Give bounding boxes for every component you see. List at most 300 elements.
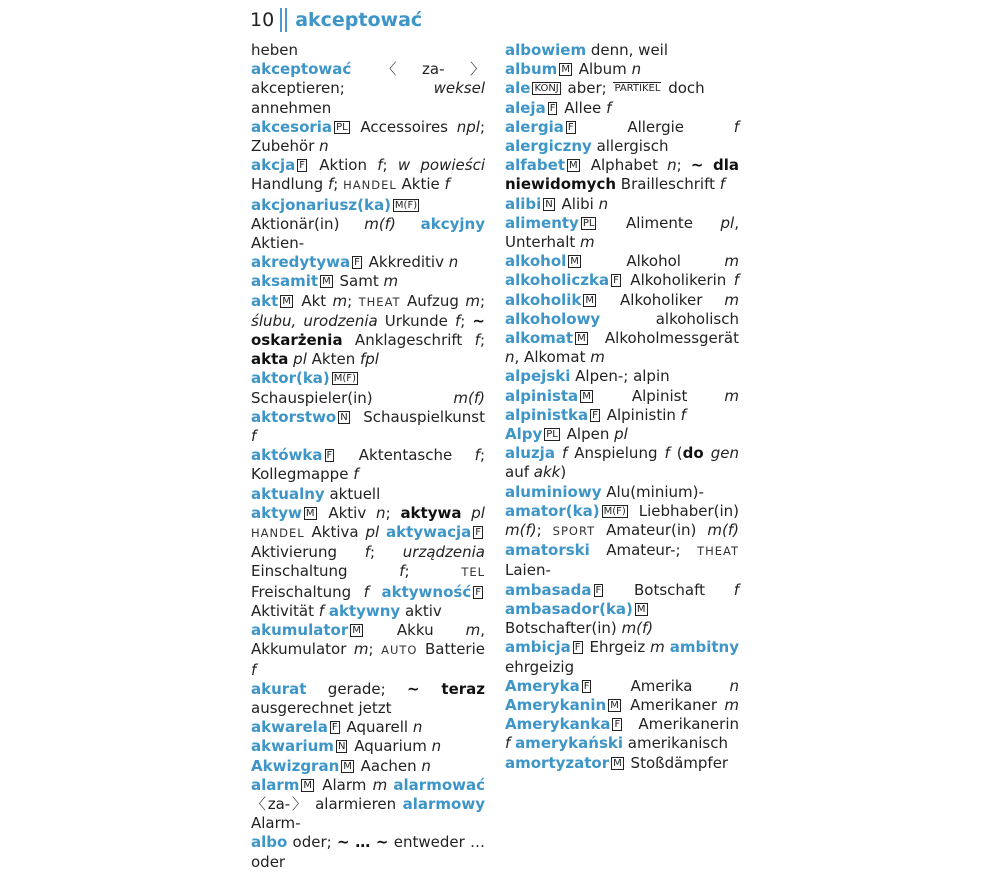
gender-label: M (610, 699, 619, 711)
translation-text (369, 583, 382, 601)
translation-text: ( (669, 444, 683, 463)
headword: ambitny (669, 638, 739, 657)
translation-text: Aktie (396, 175, 445, 194)
translation-text: Album (573, 60, 632, 79)
translation-text (555, 444, 562, 462)
grammar-abbrev: n (431, 737, 442, 756)
headword: album (505, 60, 558, 79)
headword: aleja (505, 98, 546, 117)
translation-text: 〈za-〉 alarmieren (251, 794, 403, 813)
headword: aktyw (251, 503, 302, 522)
grammar-abbrev: f (733, 117, 739, 136)
grammar-abbrev: pl (720, 213, 735, 232)
translation-text: Alu(minium)- (601, 482, 704, 501)
gender-label: M (352, 625, 361, 637)
gender-label: M(F) (333, 373, 356, 385)
translation-text: Alpen (561, 425, 615, 444)
dictionary-entry (505, 156, 739, 194)
headword: ale (505, 79, 531, 98)
headword: akwarela (251, 718, 328, 737)
headword: alkoholiczka (505, 271, 610, 290)
gender-label: F (583, 680, 590, 692)
translation-text: alkoholisch (600, 309, 739, 328)
translation-text: Brailleschrift (616, 175, 720, 194)
gender-label: F (595, 584, 602, 596)
translation-text: Akt (294, 291, 333, 310)
headword: Amerykanin (505, 695, 607, 714)
translation-text (704, 444, 711, 462)
translation-text: amerikanisch (623, 734, 728, 753)
headword: Ameryka (505, 676, 580, 695)
dictionary-entry (505, 367, 739, 386)
translation-text: Akku (364, 621, 466, 640)
dictionary-entry (251, 485, 485, 504)
translation-text: aber; (562, 79, 612, 98)
headword: aluminiowy (505, 482, 602, 501)
translation-text: ; (460, 311, 473, 330)
domain-label: AUTO (381, 643, 418, 658)
headword: alergiczny (505, 137, 592, 156)
domain-label: THEAT (358, 294, 401, 309)
gender-label: M (322, 276, 331, 288)
headword: Akwizgran (251, 756, 340, 775)
grammar-abbrev: akk (533, 463, 561, 482)
headword: albo (251, 833, 288, 852)
gender-label: M(F) (603, 505, 626, 517)
translation-text: Alpinist (594, 386, 725, 405)
translation-text: doch (663, 79, 705, 98)
gender-label: M (585, 294, 595, 306)
grammar-abbrev: m(f) (505, 521, 537, 540)
dictionary-entry (505, 118, 739, 156)
gender-label: M (636, 603, 646, 615)
gender-label: F (592, 409, 598, 421)
dictionary-entry (251, 757, 485, 776)
grammar-abbrev: f (364, 543, 370, 562)
gender-label: PL (336, 121, 348, 133)
grammar-abbrev: m (353, 640, 369, 659)
grammar-abbrev: f (733, 271, 739, 290)
dictionary-entry (251, 60, 485, 118)
headword: amator(ka) (505, 501, 600, 520)
headword: aktywność (381, 582, 472, 601)
grammar-abbrev: m (724, 386, 739, 405)
headword: alergia (505, 117, 564, 136)
translation-text: Schauspieler(in) (251, 388, 454, 407)
translation-text: Schauspielkunst (351, 407, 485, 426)
translation-text: Akkreditiv (363, 253, 449, 272)
grammar-abbrev: f (455, 311, 461, 330)
headword: alfabet (505, 156, 565, 175)
dictionary-entry (505, 214, 739, 252)
dictionary-entry (505, 387, 739, 425)
phrase: akta (251, 350, 289, 369)
translation-text: Aktion (309, 156, 378, 175)
headword: aktywny (328, 601, 401, 620)
phrase: do (682, 444, 704, 463)
translation-text: Allee (559, 98, 607, 117)
translation-text: ; (333, 175, 344, 194)
dictionary-entry (251, 737, 485, 756)
dictionary-entry (251, 253, 485, 272)
translation-text: Amerikaner (622, 695, 725, 714)
grammar-abbrev: urządzenia (402, 543, 485, 562)
domain-label: HANDEL (343, 178, 397, 193)
translation-text: Allergie (577, 117, 734, 136)
translation-text: oder; (287, 833, 337, 852)
translation-text: ; (479, 291, 485, 310)
grammar-abbrev: f (474, 446, 480, 465)
phrase: ~ … ~ (336, 833, 389, 852)
grammar-abbrev: f (251, 660, 257, 679)
translation-text: Aquarium (349, 737, 432, 756)
headword: alkoholowy (505, 309, 601, 328)
translation-text: ; (382, 156, 398, 175)
gender-label: M (613, 757, 622, 769)
dictionary-entry (251, 776, 485, 834)
grammar-abbrev: f (505, 734, 511, 753)
dictionary-entry (251, 369, 485, 446)
translation-text: Amateur-; (589, 541, 698, 560)
running-head: akceptować (295, 9, 423, 31)
grammar-abbrev: f (363, 582, 369, 601)
gender-label: PL (582, 217, 595, 229)
dictionary-entry (251, 718, 485, 737)
translation-text: Laien- (505, 561, 551, 580)
translation-text: , Unterhalt (505, 213, 739, 252)
translation-text: Alphabet (581, 156, 668, 175)
grammar-abbrev: n (631, 60, 642, 79)
gender-label: F (613, 275, 619, 287)
dictionary-entry (251, 118, 485, 156)
gender-label: N (337, 741, 346, 753)
grammar-abbrev: f (251, 427, 257, 446)
headword: alarmowy (402, 794, 485, 813)
dictionary-entry (251, 272, 485, 291)
gender-label: F (567, 121, 574, 133)
grammar-abbrev: pl (471, 503, 485, 522)
gender-label: F (475, 586, 481, 598)
translation-text: Accessoires (351, 117, 457, 136)
headword: alimenty (505, 213, 579, 232)
translation-text: , Alkomat (514, 348, 591, 367)
translation-text: aktuell (324, 484, 381, 503)
headword: akcjonariusz(ka) (251, 195, 391, 214)
translation-text: Alkoholikerin (622, 271, 734, 290)
dictionary-entry (505, 60, 739, 79)
headword: alibi (505, 194, 542, 213)
translation-text: Aktiva (304, 523, 366, 542)
headword: akt (251, 291, 279, 310)
phrase: aktywa (400, 503, 462, 522)
grammar-abbrev: w powieści (397, 156, 485, 175)
gender-label: N (340, 411, 348, 423)
translation-text: Aktivität (251, 601, 319, 620)
grammar-abbrev: n (667, 156, 677, 175)
gender-label: F (614, 719, 621, 731)
left-column (251, 41, 485, 872)
translation-text: Alpen-; alpin (570, 367, 670, 386)
translation-text: Samt (334, 272, 384, 291)
grammar-abbrev: f (606, 98, 612, 117)
grammar-abbrev: m (465, 621, 481, 640)
translation-text: ; (347, 291, 359, 310)
grammar-abbrev: m (465, 291, 480, 310)
gender-label: F (574, 642, 581, 654)
grammar-abbrev: n (319, 137, 329, 156)
translation-text: Freischaltung (251, 582, 364, 601)
translation-text: ; (368, 640, 382, 659)
translation-text: ; Zubehör (251, 117, 485, 156)
dictionary-entry (251, 196, 485, 254)
gender-label: M (577, 333, 586, 345)
dictionary-entry (505, 677, 739, 754)
phrase: ~ oskarżenia (251, 311, 485, 350)
translation-text: Aachen (355, 756, 422, 775)
grammar-abbrev: f (327, 175, 334, 194)
headword: alpinistka (505, 405, 589, 424)
dictionary-entry (505, 638, 739, 676)
headword: ambicja (505, 638, 571, 657)
dictionary-entry (505, 195, 739, 214)
translation-text: allergisch (591, 137, 669, 156)
translation-text: ; (479, 331, 485, 350)
headword: aktorstwo (251, 407, 337, 426)
translation-text: Aktionär(in) (251, 214, 365, 233)
grammar-abbrev: f (664, 444, 670, 463)
page-number: 10 (250, 9, 275, 31)
translation-text: , Akkumulator (251, 621, 485, 659)
gender-label: M (582, 390, 591, 402)
headword: akurat (251, 679, 307, 698)
dictionary-entry (251, 680, 485, 718)
grammar-abbrev: m(f) (707, 521, 739, 540)
translation-text: Aquarell (341, 718, 413, 737)
gender-label: PARTIKEL (614, 83, 661, 95)
headword: akcja (251, 156, 296, 175)
grammar-abbrev: m(f) (453, 388, 485, 407)
grammar-abbrev: pl (614, 425, 628, 444)
headword: alpejski (505, 367, 571, 386)
gender-label: M (569, 160, 578, 172)
grammar-abbrev: n (421, 756, 431, 775)
headword: akwarium (251, 737, 334, 756)
translation-text: entweder … oder (251, 833, 485, 871)
translation-text: annehmen (251, 98, 332, 117)
gender-label: PL (546, 429, 558, 441)
gender-label: F (326, 450, 333, 462)
domain-label: SPORT (552, 524, 596, 539)
dictionary-entry (251, 504, 485, 621)
gender-label: M (305, 507, 315, 519)
translation-text: Alpinistin (601, 405, 681, 424)
grammar-abbrev: m(f) (621, 619, 654, 638)
headword: alpinista (505, 386, 579, 405)
translation-text: Batterie (417, 640, 485, 659)
headword: ambasada (505, 580, 592, 599)
grammar-abbrev: m (650, 638, 665, 657)
headword: alarmować (393, 775, 485, 794)
headword: aktówka (251, 446, 323, 465)
translation-text (461, 504, 471, 522)
grammar-abbrev: f (377, 156, 383, 175)
translation-text: 〈za-〉 akceptieren; (251, 60, 485, 98)
translation-text: ; (536, 521, 553, 540)
translation-text: Anklageschrift (342, 331, 475, 350)
headword: amortyzator (505, 753, 610, 772)
grammar-abbrev: f (444, 175, 450, 194)
grammar-abbrev: n (505, 348, 515, 367)
gender-label: F (475, 527, 481, 539)
header-divider (280, 8, 282, 32)
dictionary-entry (505, 754, 739, 773)
grammar-abbrev: pl (293, 350, 307, 369)
translation-text: ehrgeizig (505, 657, 575, 676)
grammar-abbrev: f (733, 580, 739, 599)
grammar-abbrev: m (383, 272, 399, 291)
translation-text: ) (560, 463, 567, 482)
gender-label: F (331, 722, 338, 734)
grammar-abbrev: m (724, 290, 739, 309)
headword: aktywacja (386, 523, 472, 542)
translation-text: Amerikanerin (624, 715, 739, 734)
gender-label: N (545, 198, 553, 210)
header-divider (285, 8, 287, 32)
domain-label: TEL (461, 565, 486, 580)
gender-label: M (343, 760, 352, 772)
headword: albowiem (505, 41, 587, 59)
phrase: ~ dla niewidomych (505, 156, 739, 194)
grammar-abbrev: n (412, 718, 423, 737)
dictionary-entry (505, 41, 739, 60)
headword: amerykański (515, 734, 623, 753)
translation-text: aktiv (400, 601, 442, 620)
translation-text: Aufzug (400, 291, 466, 310)
gender-label: F (354, 257, 360, 269)
translation-text: Alkoholiker (598, 290, 725, 309)
headword: akumulator (251, 621, 349, 640)
translation-text: Aktentasche (336, 446, 475, 465)
translation-text: Akten (306, 350, 360, 369)
translation-text: Ehrgeiz (584, 638, 651, 657)
translation-text: Aktiv (318, 503, 377, 522)
headword: akcesoria (251, 117, 333, 136)
gender-label: M (570, 256, 579, 268)
translation-text: Aktivierung (251, 543, 365, 562)
headword: aluzja (505, 444, 555, 463)
grammar-abbrev: npl (456, 117, 480, 136)
translation-text: Handlung (251, 175, 328, 194)
translation-text: Urkunde (377, 311, 455, 330)
dictionary-entry (251, 156, 485, 195)
grammar-abbrev: pl (365, 523, 380, 542)
translation-text: Anspielung (567, 444, 665, 463)
dictionary-entry (251, 41, 485, 60)
headword: Amerykanka (505, 715, 611, 734)
headword: aktualny (251, 484, 325, 503)
dictionary-entry (251, 292, 485, 370)
headword: akceptować (251, 60, 352, 79)
dictionary-entry (251, 621, 485, 680)
dictionary-entry (251, 833, 485, 871)
grammar-abbrev: f (561, 444, 568, 463)
translation-text (396, 215, 421, 233)
translation-text: Botschafter(in) (505, 619, 622, 638)
translation-text: Alarm- (251, 814, 301, 833)
grammar-abbrev: gen (710, 444, 739, 463)
dictionary-entry (505, 79, 739, 98)
grammar-abbrev: f (399, 562, 405, 581)
gender-label: M (561, 64, 570, 76)
grammar-abbrev: m(f) (364, 214, 396, 233)
translation-text: ausgerechnet jetzt (251, 698, 392, 717)
dictionary-entry (505, 581, 739, 639)
dictionary-entry (505, 99, 739, 118)
translation-text: Alimente (598, 213, 721, 232)
headword: aktor(ka) (251, 369, 330, 388)
grammar-abbrev: m (332, 291, 348, 310)
grammar-abbrev: m (724, 252, 739, 271)
translation-text: Stoßdämpfer (625, 753, 729, 772)
translation-text: Alarm (316, 775, 373, 794)
grammar-abbrev: f (719, 175, 726, 194)
grammar-abbrev: f (353, 465, 359, 484)
gender-label: M (282, 295, 291, 307)
grammar-abbrev: f (680, 405, 686, 424)
translation-text: Einschaltung (251, 562, 400, 581)
grammar-abbrev: n (598, 194, 609, 213)
gender-label: KONJ (534, 83, 559, 95)
translation-text: ; Kollegmappe (251, 446, 485, 484)
dictionary-entry (505, 483, 739, 502)
dictionary-entry (505, 444, 739, 482)
translation-text: heben (251, 41, 298, 59)
translation-text: auf (505, 463, 534, 482)
translation-text: Liebhaber(in) (629, 501, 739, 520)
translation-text: ; (404, 562, 462, 581)
translation-text: Alibi (556, 194, 599, 213)
translation-text: ; (369, 543, 403, 562)
domain-label: HANDEL (251, 526, 305, 541)
grammar-abbrev: m (580, 233, 595, 252)
grammar-abbrev: f (318, 601, 325, 620)
headword: aksamit (251, 272, 319, 291)
dictionary-entry (505, 425, 739, 444)
headword: akcyjny (420, 214, 485, 233)
gender-label: M (303, 779, 313, 791)
translation-text: denn, weil (586, 41, 669, 59)
grammar-abbrev: m (590, 348, 605, 367)
headword: alkohol (505, 252, 567, 271)
translation-text: Amerika (593, 676, 730, 695)
right-column (505, 41, 739, 773)
grammar-abbrev: fpl (359, 350, 379, 369)
headword: alarm (251, 775, 300, 794)
gender-label: F (549, 102, 556, 114)
translation-text: Amateur(in) (595, 521, 708, 540)
translation-text: ; (385, 503, 401, 522)
headword: amatorski (505, 541, 590, 560)
translation-text: Alkoholmessgerät (589, 329, 739, 348)
grammar-abbrev: m (372, 775, 388, 794)
domain-label: THEAT (697, 544, 739, 559)
headword: alkomat (505, 329, 574, 348)
headword: Alpy (505, 425, 543, 444)
phrase: ~ teraz (407, 679, 485, 698)
translation-text: gerade; (306, 679, 408, 698)
headword: alkoholik (505, 290, 582, 309)
grammar-abbrev: ślubu, urodzenia (251, 311, 378, 330)
